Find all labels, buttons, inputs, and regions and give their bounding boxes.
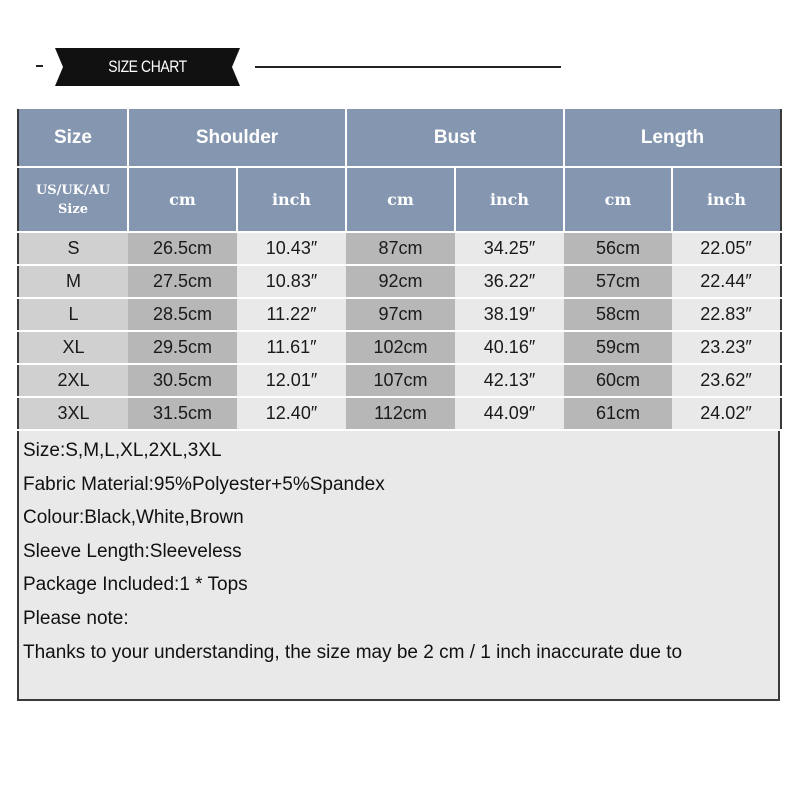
row-bust-cm: 97cm	[346, 298, 455, 331]
row-length-inch: 23.23″	[672, 331, 781, 364]
row-shoulder-inch: 11.61″	[237, 331, 346, 364]
table-row	[18, 232, 781, 265]
header-rule	[255, 66, 561, 68]
header-length: Length	[564, 109, 781, 167]
subheader-shoulder-cm: cm	[128, 167, 237, 232]
note-package: Package Included:1 * Tops	[23, 574, 248, 596]
subheader-row	[18, 167, 781, 232]
subheader-length-inch: inch	[672, 167, 781, 232]
row-shoulder-inch: 10.43″	[237, 232, 346, 265]
subheader-size-line2: Size	[58, 201, 88, 217]
note-sleeve: Sleeve Length:Sleeveless	[23, 540, 242, 562]
row-bust-inch: 36.22″	[455, 265, 564, 298]
note-sizes: Size:S,M,L,XL,2XL,3XL	[23, 440, 222, 461]
row-length-inch: 23.62″	[672, 364, 781, 397]
row-length-cm: 57cm	[564, 265, 672, 298]
table-row	[18, 364, 781, 397]
row-bust-inch: 42.13″	[455, 364, 564, 397]
row-size: S	[18, 232, 128, 265]
note-disclaimer: Thanks to your understanding, the size may be 2 cm / 1 inch inaccurate due to	[23, 641, 683, 663]
header-row	[18, 109, 781, 167]
subheader-length-cm: cm	[564, 167, 672, 232]
row-length-cm: 59cm	[564, 331, 672, 364]
row-bust-cm: 87cm	[346, 232, 455, 265]
row-shoulder-inch: 12.40″	[237, 397, 346, 430]
row-length-cm: 60cm	[564, 364, 672, 397]
table-row	[18, 397, 781, 430]
row-bust-cm: 107cm	[346, 364, 455, 397]
subheader-bust-inch: inch	[455, 167, 564, 232]
subheader-size	[18, 167, 128, 232]
row-size: 2XL	[18, 364, 128, 397]
note-fabric: Fabric Material:95%Polyester+5%Spandex	[23, 473, 385, 495]
subheader-bust-cm: cm	[346, 167, 455, 232]
row-bust-inch: 40.16″	[455, 331, 564, 364]
row-size: XL	[18, 331, 128, 364]
row-bust-cm: 112cm	[346, 397, 455, 430]
row-bust-inch: 44.09″	[455, 397, 564, 430]
subheader-shoulder-inch: inch	[237, 167, 346, 232]
row-size: 3XL	[18, 397, 128, 430]
row-length-inch: 24.02″	[672, 397, 781, 430]
row-shoulder-cm: 27.5cm	[128, 265, 237, 298]
row-length-inch: 22.83″	[672, 298, 781, 331]
title-badge	[55, 48, 240, 86]
table-row	[18, 298, 781, 331]
product-notes	[23, 434, 763, 669]
header-size: Size	[18, 109, 128, 167]
row-size: L	[18, 298, 128, 331]
row-shoulder-cm: 30.5cm	[128, 364, 237, 397]
header-dash	[36, 65, 43, 67]
row-shoulder-inch: 11.22″	[237, 298, 346, 331]
row-bust-cm: 92cm	[346, 265, 455, 298]
table-row	[18, 331, 781, 364]
row-shoulder-cm: 28.5cm	[128, 298, 237, 331]
row-length-inch: 22.05″	[672, 232, 781, 265]
table-row	[18, 265, 781, 298]
row-bust-cm: 102cm	[346, 331, 455, 364]
row-bust-inch: 34.25″	[455, 232, 564, 265]
row-shoulder-cm: 29.5cm	[128, 331, 237, 364]
row-length-cm: 58cm	[564, 298, 672, 331]
size-table	[17, 109, 782, 431]
row-size: M	[18, 265, 128, 298]
header-shoulder: Shoulder	[128, 109, 346, 167]
note-colour: Colour:Black,White,Brown	[23, 507, 244, 529]
subheader-size-line1: US/UK/AU	[35, 182, 111, 198]
row-shoulder-cm: 26.5cm	[128, 232, 237, 265]
row-shoulder-inch: 10.83″	[237, 265, 346, 298]
row-shoulder-inch: 12.01″	[237, 364, 346, 397]
row-length-inch: 22.44″	[672, 265, 781, 298]
chart-title: SIZE CHART	[108, 57, 187, 76]
note-please: Please note:	[23, 607, 129, 629]
size-chart-header	[0, 0, 800, 100]
row-length-cm: 61cm	[564, 397, 672, 430]
header-bust: Bust	[346, 109, 564, 167]
row-shoulder-cm: 31.5cm	[128, 397, 237, 430]
row-length-cm: 56cm	[564, 232, 672, 265]
row-bust-inch: 38.19″	[455, 298, 564, 331]
